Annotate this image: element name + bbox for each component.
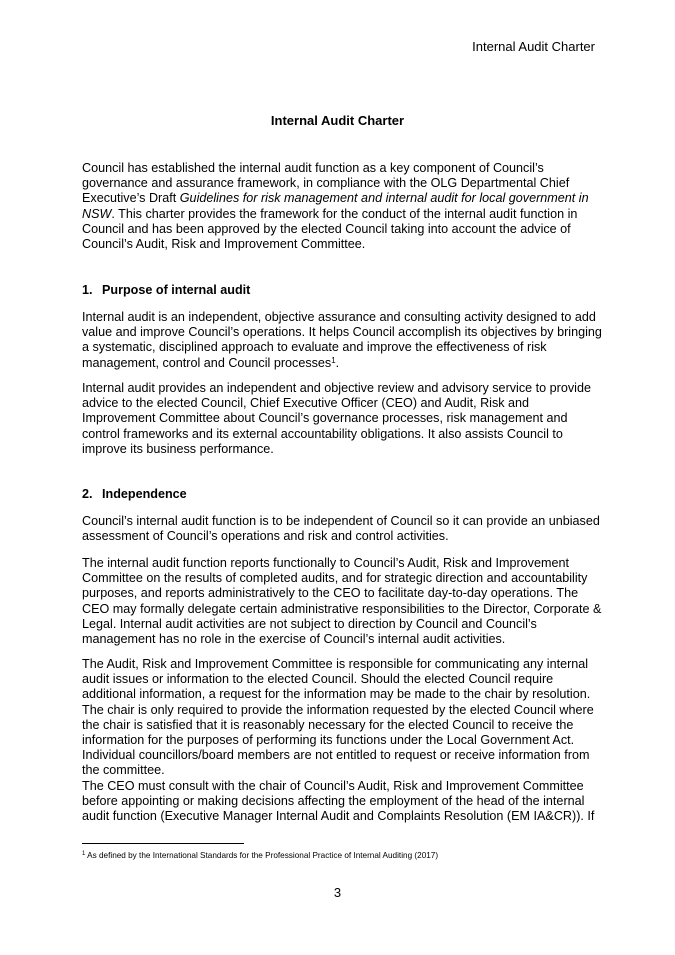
paragraph-end: .	[335, 355, 340, 370]
section-heading-text: Independence	[102, 487, 187, 501]
section-number: 1.	[82, 283, 93, 297]
section-2-paragraph-2	[82, 556, 602, 647]
section-1-paragraph-2	[82, 381, 602, 457]
paragraph-text: The internal audit function reports functionally to Council’s Audit, Risk and Improvement Committee on the results of completed audits, and for strategic direction and accountability purposes, and reports administratively to the CEO to facilitate day-to-day operations. The CEO may formally delegate certain administrative responsibilities to the Director, Corporate & Legal. Internal audit activities are not subject to direction by Council and Council’s management has no role in the exercise of Council’s internal audit activities.	[82, 556, 602, 647]
section-heading-text: Purpose of internal audit	[102, 283, 251, 297]
page-number: 3	[333, 885, 342, 900]
section-number: 2.	[82, 487, 93, 501]
section-2-paragraph-1	[82, 514, 602, 544]
section-2-paragraph-4	[82, 779, 602, 825]
footnote-number: 1	[82, 851, 86, 857]
section-2-heading	[82, 487, 602, 502]
footnote	[82, 851, 438, 861]
section-2-paragraph-3	[82, 657, 602, 779]
guidelines-title-italic: Guidelines for risk management and internal audit for local government in NSW	[82, 191, 589, 221]
section-1-paragraph-1	[82, 310, 602, 371]
paragraph-text: The CEO must consult with the chair of Council’s Audit, Risk and Improvement Committee before appointing or making decisions affecting the employment of the head of the internal audit function (Executive Manager Internal Audit and Complaints Resolution (EM IA&CR)). If	[82, 779, 595, 824]
paragraph-text: Internal audit provides an independent and objective review and advisory service to provide advice to the elected Council, Chief Executive Officer (CEO) and Audit, Risk and Improvement Committee about Council’s governance processes, risk management and control frameworks and its external accountability obligations. It also assists Council to improve its business performance.	[82, 381, 591, 456]
footnote-divider	[82, 843, 244, 844]
paragraph-text: Council’s internal audit function is to be independent of Council so it can provide an unbiased assessment of Council’s operations and risk and control activities.	[82, 514, 600, 544]
section-1-heading	[82, 283, 602, 298]
intro-text-part2: . This charter provides the framework for the conduct of the internal audit function in Council and has been approved by the elected Council taking into account the advice of Council’s Audit, Risk and Improvement Committee.	[82, 206, 578, 252]
intro-paragraph	[82, 161, 602, 252]
running-header: Internal Audit Charter	[472, 39, 595, 54]
intro-text-part1: Council has established the internal audit function as a key component of Council’s governance and assurance framework, in compliance with the OLG Departmental Chief Executive’s Draft	[82, 161, 570, 206]
footnote-reference: 1	[331, 355, 336, 365]
paragraph-text: Internal audit is an independent, objective assurance and consulting activity designed to add value and improve Council’s operations. It helps Council accomplish its objectives by bringing a systematic, disciplined approach to evaluate and improve the effectiveness of risk management, control and Council processes	[82, 310, 602, 370]
paragraph-text: The Audit, Risk and Improvement Committee is responsible for communicating any internal audit issues or information to the elected Council. Should the elected Council require additional information, a request for the information may be made to the chair by resolution. The chair is only required to provide the information requested by the elected Council where the chair is satisfied that it is reasonably necessary for the elected Council to receive the information for the purposes of performing its functions under the Local Government Act. Individual councillors/board members are not entitled to request or receive information from the committee.	[82, 657, 594, 778]
page-title: Internal Audit Charter	[270, 113, 405, 128]
footnote-text: As defined by the International Standards for the Professional Practice of Internal Auditing (2017)	[85, 851, 439, 860]
